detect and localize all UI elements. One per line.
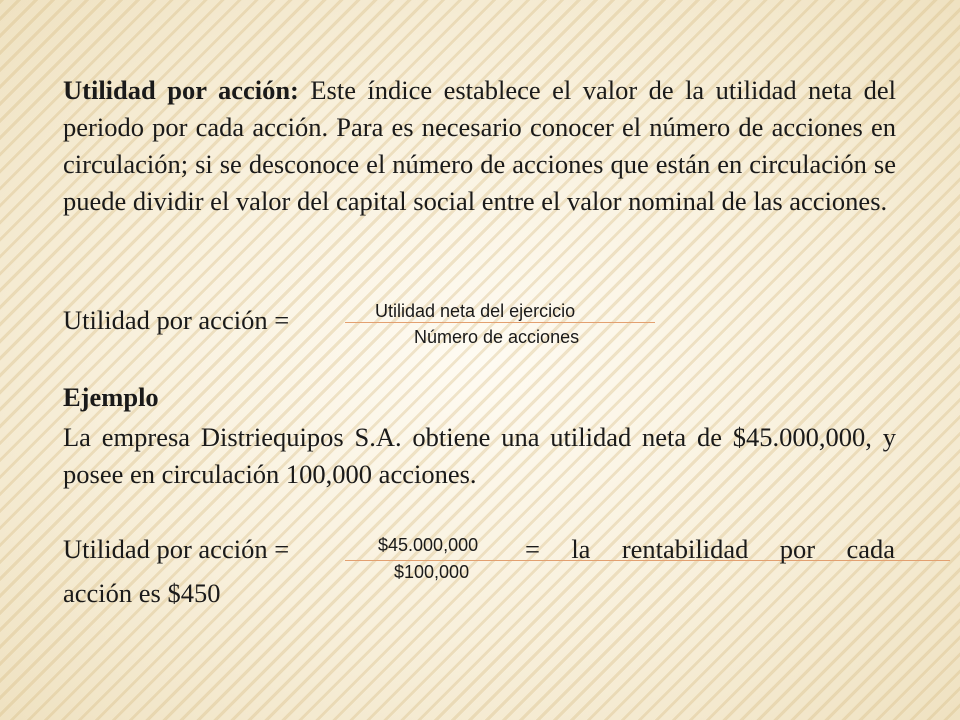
example-paragraph: La empresa Distriequipos S.A. obtiene una utilidad neta de $45.000,000, y posee en circulación 100,000 acciones.: [63, 422, 896, 489]
example-result-line1: [525, 534, 895, 565]
example-result-line2: acción es $450: [63, 578, 221, 608]
example-heading: Ejemplo: [63, 382, 159, 412]
definition-text: Este índice establece el valor de la utilidad neta del periodo por cada acción. Para es necesario conocer el número de acciones en circulación; si se desconoce el número de acciones que están en circulación se puede dividir el valor del capital social entre el valor nominal de las acciones.: [63, 75, 896, 216]
formula-label: Utilidad por acción =: [63, 305, 290, 335]
definition-paragraph: [63, 72, 896, 220]
formula-fraction-line: [345, 322, 655, 323]
formula-denominator: Número de acciones: [414, 327, 580, 347]
example-denominator: $100,000: [394, 562, 470, 582]
example-formula-label: Utilidad por acción =: [63, 534, 290, 564]
formula-numerator: Utilidad neta del ejercicio: [375, 301, 576, 321]
example-numerator: $45.000,000: [378, 535, 479, 555]
example-result-text: = la rentabilidad por cada: [525, 534, 895, 564]
definition-term: Utilidad por acción:: [63, 75, 299, 105]
